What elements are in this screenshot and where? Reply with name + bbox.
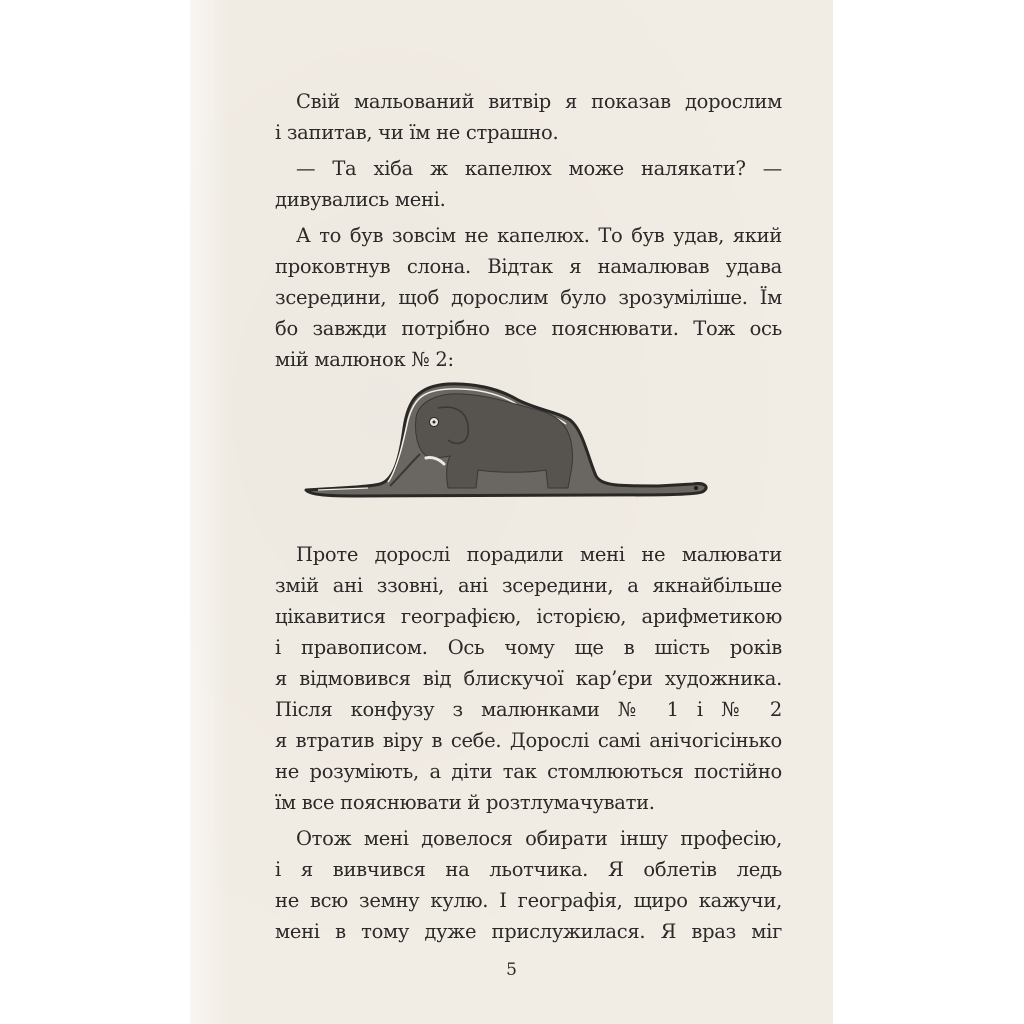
boa-elephant-illustration xyxy=(298,378,718,508)
paragraph xyxy=(254,86,782,148)
paragraph xyxy=(254,539,782,818)
text-line: не розуміють, а діти так стомлюються постійно xyxy=(275,760,782,783)
text-line: Отож мені довелося обирати іншу професію, xyxy=(296,827,782,850)
text-line: їм все пояснювати й розтлумачувати. xyxy=(275,791,655,814)
paragraph xyxy=(254,823,782,947)
text-block-top xyxy=(254,86,782,380)
text-line: Проте дорослі порадили мені не малювати xyxy=(296,543,782,566)
paragraph xyxy=(254,220,782,375)
text-line: цікавитися географією, історією, арифметикою xyxy=(275,605,782,628)
text-line: — Та хіба ж капелюх може налякати? — xyxy=(296,157,782,180)
text-line: бо завжди потрібно все пояснювати. Тож ось xyxy=(275,317,782,340)
text-line: і я вивчився на льотчика. Я облетів ледь xyxy=(275,858,782,881)
text-line: мені в тому дуже прислужилася. Я враз міг xyxy=(275,920,782,943)
text-line: дивувались мені. xyxy=(275,188,446,211)
page-number: 5 xyxy=(506,960,517,980)
text-line: не всю земну кулю. І географія, щиро кажучи, xyxy=(275,889,782,912)
text-line: Свій мальований витвір я показав дорослим xyxy=(296,90,782,113)
text-line: я відмовився від блискучої кар’єри художника. xyxy=(275,667,782,690)
text-line: А то був зовсім не капелюх. То був удав, який xyxy=(296,224,782,247)
book-page xyxy=(190,0,833,1024)
text-line: я втратив віру в себе. Дорослі самі анічогісінько xyxy=(275,729,782,752)
text-line: Після конфузу з малюнками № 1 і № 2 xyxy=(275,698,782,721)
text-line: і правописом. Ось чому ще в шість років xyxy=(275,636,782,659)
text-block-bottom xyxy=(254,539,782,952)
text-line: змій ані ззовні, ані зсередини, а якнайбільше xyxy=(275,574,782,597)
paragraph xyxy=(254,153,782,215)
text-line: зсередини, щоб дорослим було зрозуміліше. Їм xyxy=(275,286,782,309)
text-line: і запитав, чи їм не страшно. xyxy=(275,121,559,144)
text-line: проковтнув слона. Відтак я намалював удава xyxy=(275,255,782,278)
text-line: мій малюнок № 2: xyxy=(275,348,454,371)
